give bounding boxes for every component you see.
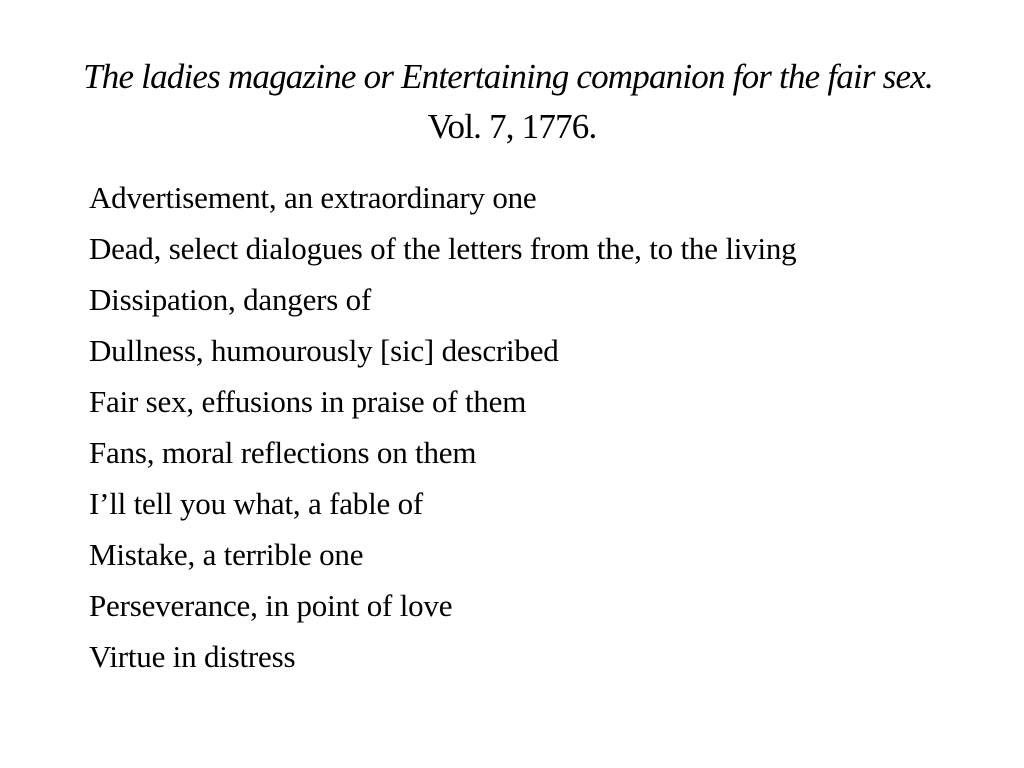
title-italic: The ladies magazine or Entertaining companion for the fair sex. — [83, 57, 933, 96]
slide-title — [60, 52, 964, 152]
index-entry: Dissipation, dangers of — [89, 282, 372, 317]
index-entry: Virtue in distress — [89, 639, 296, 674]
index-entry: Dullness, humourously [sic] described — [89, 333, 559, 368]
index-entry: Fans, moral reflections on them — [89, 435, 477, 470]
title-volume: Vol. 7, 1776. — [427, 107, 597, 146]
index-entry: Dead, select dialogues of the letters from the, to the living — [89, 231, 797, 266]
index-entry-list — [89, 172, 796, 682]
index-entry: I’ll tell you what, a fable of — [89, 486, 424, 521]
index-entry: Fair sex, effusions in praise of them — [89, 384, 527, 419]
index-entry: Advertisement, an extraordinary one — [89, 180, 537, 215]
index-entry: Mistake, a terrible one — [89, 537, 364, 572]
index-entry: Perseverance, in point of love — [89, 588, 453, 623]
